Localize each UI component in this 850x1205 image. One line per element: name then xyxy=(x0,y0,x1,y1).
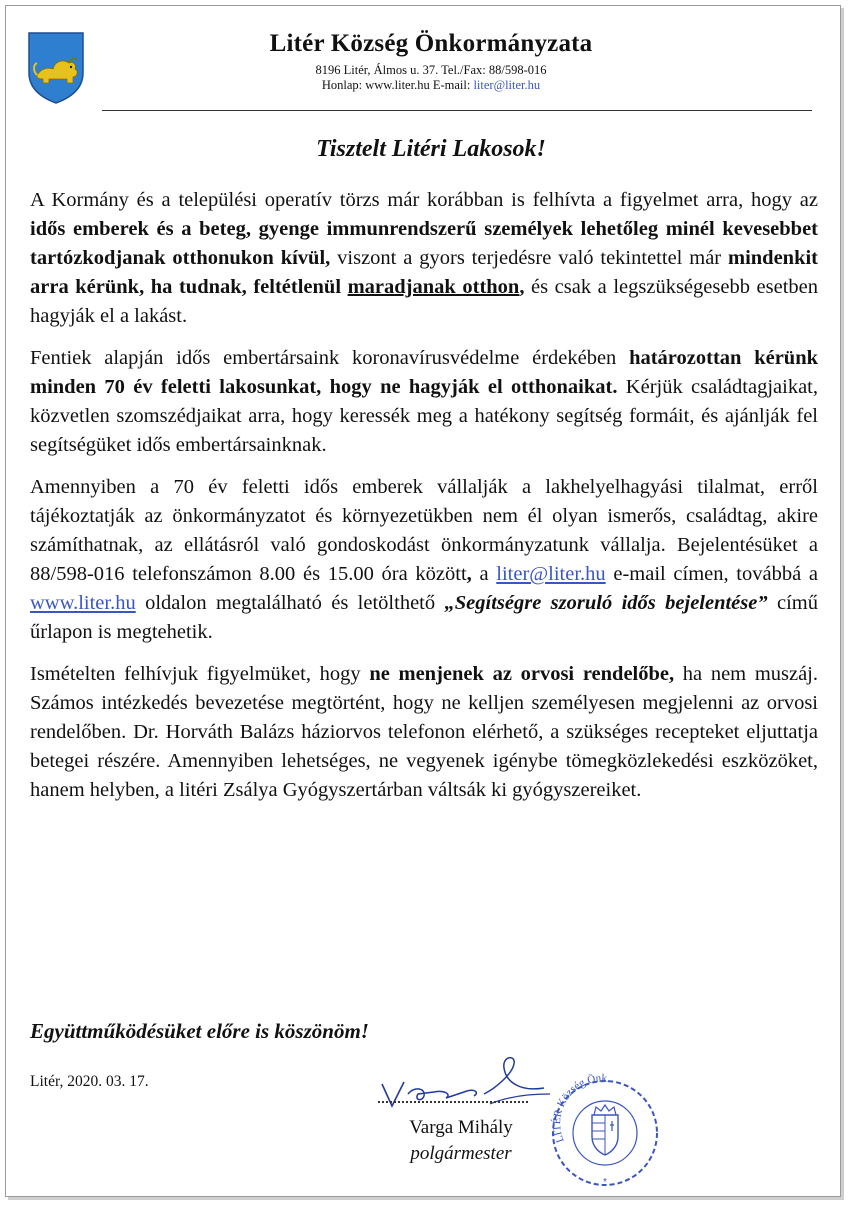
paragraph-3 xyxy=(30,473,818,647)
bold-run: , xyxy=(519,276,525,298)
text-run: Kérjük családtagjaikat, közvetlen szomszédjaikat arra, hogy keressék meg a hatékony segítség formáit, és ajánlják fel segítségüket idős embertársainknak. xyxy=(30,376,818,456)
letterhead-contact xyxy=(186,78,676,93)
official-seal-stamp xyxy=(544,1071,666,1193)
coat-of-arms-logo xyxy=(27,31,85,105)
text-run: című űrlapon is megtehetik. xyxy=(30,592,818,643)
letterhead-divider xyxy=(102,110,812,111)
stamp-text: LITÉR Község Önk. xyxy=(551,1072,611,1145)
website-link[interactable]: www.liter.hu xyxy=(30,592,136,614)
email-link-inline[interactable]: liter@liter.hu xyxy=(496,563,606,585)
salutation-heading: Tisztelt Litéri Lakosok! xyxy=(316,136,546,162)
bold-run: mindenkit arra kérünk, ha tudnak, feltétlenül xyxy=(30,247,818,298)
handwritten-signature xyxy=(374,1048,554,1120)
text-run: a xyxy=(471,563,497,585)
paragraph-1 xyxy=(30,186,818,331)
website-text: Honlap: www.liter.hu E-mail: xyxy=(321,78,474,92)
bold-run: ne menjenek az orvosi rendelőbe, xyxy=(369,663,675,685)
letter-body xyxy=(30,186,818,818)
text-run: Ismételten felhívjuk figyelmüket, hogy xyxy=(30,663,370,685)
closing-line: Együttműködésüket előre is köszönöm! xyxy=(30,1019,369,1043)
underlined-bold-run: maradjanak otthon xyxy=(347,276,520,298)
bold-run: , xyxy=(466,563,472,585)
bold-run: határozottan kérünk minden 70 év feletti lakosunkat, hogy ne hagyják el otthonaikat. xyxy=(30,347,818,398)
text-run: viszont a gyors terjedésre való tekintettel már xyxy=(330,247,728,269)
page-frame xyxy=(5,5,841,1197)
signature-line xyxy=(378,1101,528,1103)
letterhead-address: 8196 Litér, Álmos u. 37. Tel./Fax: 88/598-016 xyxy=(315,63,547,77)
bold-run: idős emberek és a beteg, gyenge immunrendszerű személyek lehetőleg minél kevesebbet tartózkodjanak otthonukon kívül, xyxy=(30,218,818,269)
letterhead-title: Litér Község Önkormányzata xyxy=(269,30,593,57)
text-run: ha nem muszáj. Számos intézkedés bevezetése megtörtént, hogy ne kelljen személyesen megjelenni az orvosi rendelőben. Dr. Horváth Balázs háziorvos telefonon elérhető, a szükséges recepteket eljuttatja betegei részére. Amennyiben lehetséges, ne vegyenek igénybe tömegközlekedési eszközöket, hanem helyben, a litéri Zsálya Gyógyszertárban váltsák ki gyógyszereiket. xyxy=(30,663,819,801)
signer-title: polgármester xyxy=(410,1143,512,1164)
form-title: „Segítségre szoruló idős bejelentése” xyxy=(444,592,768,614)
text-run: és csak a legszükségesebb esetben hagyják el a lakást. xyxy=(30,276,818,327)
text-run: A Kormány és a települési operatív törzs már korábban is felhívta a figyelmet arra, hogy az xyxy=(30,189,818,211)
signer-name: Varga Mihály xyxy=(409,1117,513,1138)
email-link[interactable]: liter@liter.hu xyxy=(473,78,541,92)
place-and-date: Litér, 2020. 03. 17. xyxy=(30,1073,149,1090)
text-run: oldalon megtalálható és letölthető xyxy=(135,592,445,614)
svg-text:*: * xyxy=(603,1177,607,1188)
paragraph-4 xyxy=(30,660,818,805)
text-run: Fentiek alapján idős embertársaink koronavírusvédelme érdekében xyxy=(30,347,630,369)
text-run: Amennyiben a 70 év feletti idős emberek vállalják a lakhelyelhagyási tilalmat, erről tájékoztatják az önkormányzatot és környezetükben nem él olyan ismerős, családtag, akire számíthatnak, az ellátásról való gondoskodást önkormányzatunk vállalja. Bejelentésüket a 88/598-016 telefonszámon 8.00 és 15.00 óra között xyxy=(30,476,818,585)
paragraph-2 xyxy=(30,344,818,460)
text-run: e-mail címen, továbbá a xyxy=(605,563,818,585)
